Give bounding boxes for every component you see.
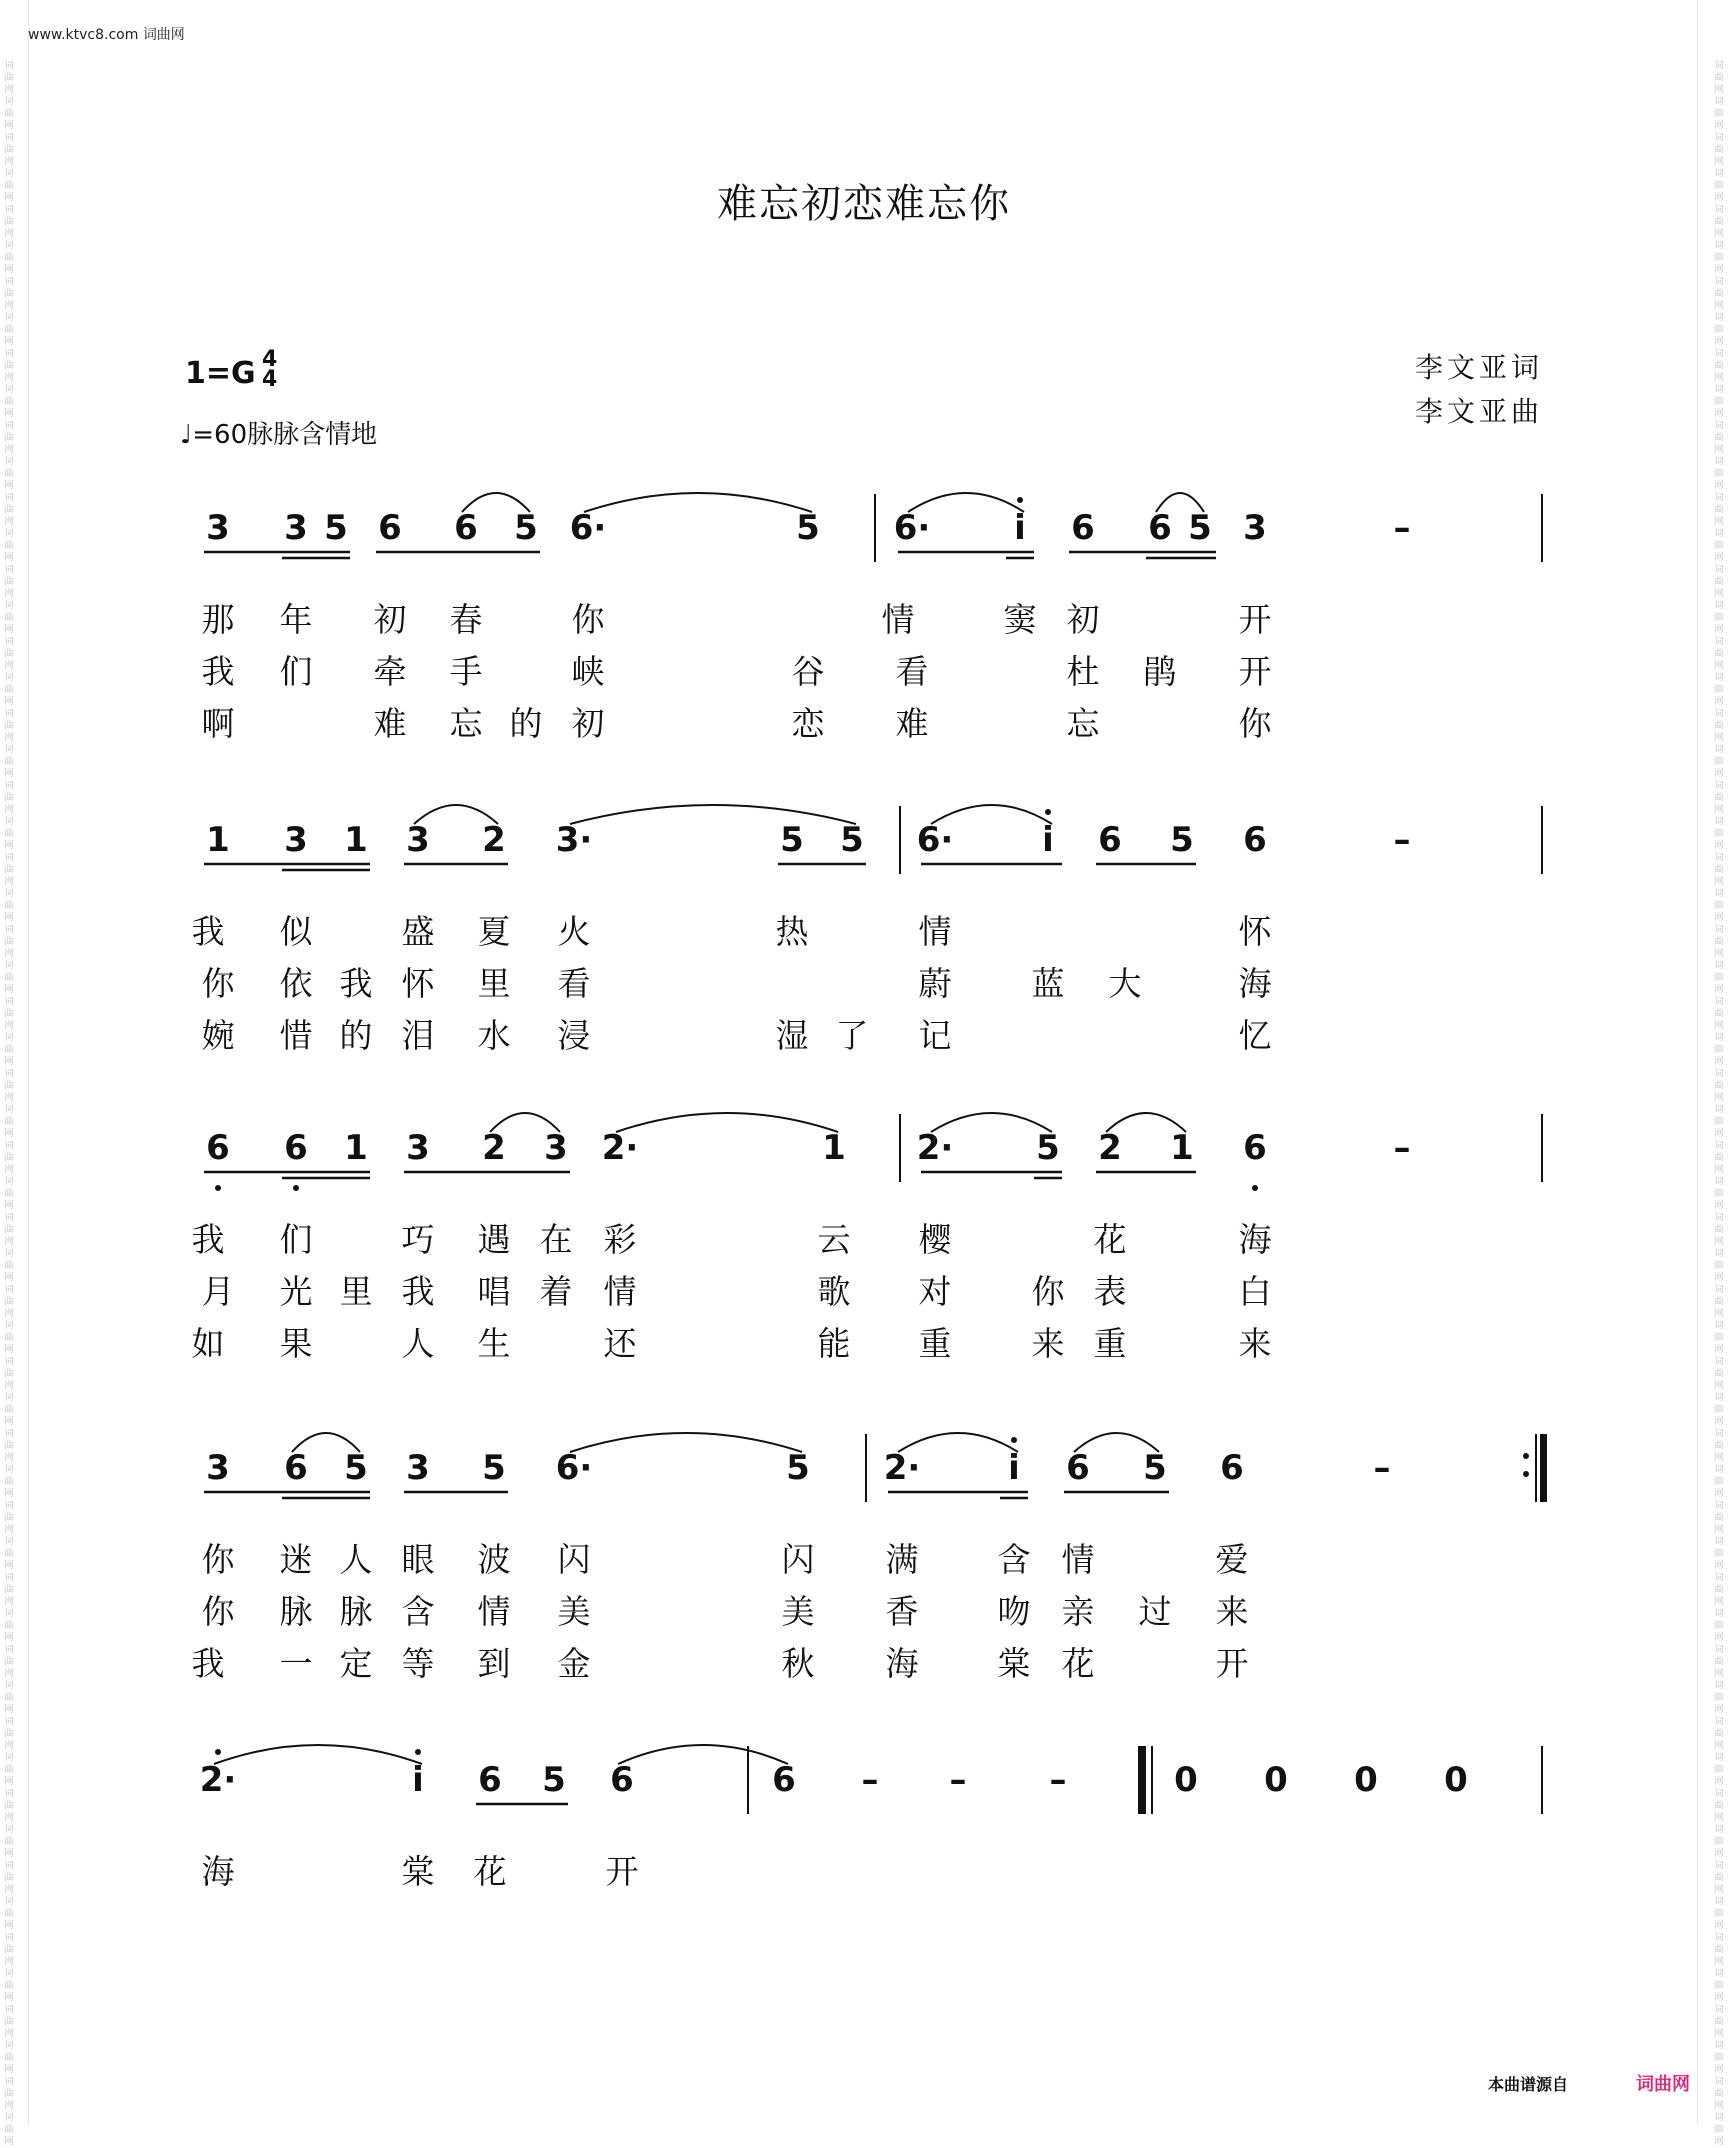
lyric-verse2-syllable: 来 xyxy=(1215,1592,1249,1631)
note-2-8: 5 xyxy=(840,820,864,860)
note-4-2: 6 xyxy=(284,1448,308,1488)
lyric-verse1-syllable: 含 xyxy=(997,1540,1031,1579)
watermark-strip-left: 词曲网词曲网词曲网词曲网词曲网词曲网词曲网词曲网词曲网词曲网词曲网词曲网词曲网词曲网词曲网词曲网词曲网词曲网词曲网词曲网词曲网词曲网词曲网词曲网词曲网词曲网词曲网词曲网词曲网词曲网词曲网词曲网词曲网词曲网词曲网词曲网词曲网词曲网词曲网词曲网词曲网词曲网词曲网词曲网词曲网词曲网词曲网词曲网词曲网词曲网词曲网词曲网词曲网词曲网词曲网词曲网词曲网词曲网 xyxy=(4,61,14,2147)
note-4-12: 6 xyxy=(1220,1448,1244,1488)
note-2-2: 3 xyxy=(284,820,308,860)
lyric-verse3-syllable: 秋 xyxy=(781,1644,815,1683)
note-1-9: 6· xyxy=(893,508,931,548)
note-1-2: 3 xyxy=(284,508,308,548)
lyric-verse2-syllable: 歌 xyxy=(817,1272,851,1311)
lyric-verse2-syllable: 你 xyxy=(201,1592,235,1631)
note-4-3: 5 xyxy=(344,1448,368,1488)
lyric-verse1-syllable: 在 xyxy=(539,1220,573,1259)
note-4-11: 5 xyxy=(1143,1448,1167,1488)
lyric-verse2-syllable: 你 xyxy=(1031,1272,1065,1311)
note-3-10: 5 xyxy=(1036,1128,1060,1168)
note-3-1: 6 xyxy=(206,1128,230,1168)
lyric-verse3-syllable: 海 xyxy=(885,1644,919,1683)
note-5-1: 2· xyxy=(199,1760,237,1800)
lyric-verse2-syllable: 过 xyxy=(1138,1592,1172,1631)
lyric-verse3-syllable: 我 xyxy=(191,1644,225,1683)
lyric-verse1-syllable: 盛 xyxy=(401,912,435,951)
octave-dot-low xyxy=(293,1185,299,1191)
lyric-verse1-syllable: 闪 xyxy=(781,1540,815,1579)
lyric-verse3-syllable: 浸 xyxy=(557,1016,591,1055)
lyric-verse1-syllable: 窦 xyxy=(1003,600,1037,639)
lyric-verse1-syllable: 情 xyxy=(1061,1540,1095,1579)
note-2-14: – xyxy=(1393,820,1411,860)
note-2-11: 6 xyxy=(1098,820,1122,860)
lyric-verse2-syllable: 美 xyxy=(557,1592,591,1631)
lyric-verse1-syllable: 怀 xyxy=(1238,912,1272,951)
lyric-verse2-syllable: 光 xyxy=(279,1272,313,1311)
note-3-7: 2· xyxy=(601,1128,639,1168)
lyric-verse1-syllable: 海 xyxy=(201,1852,235,1891)
lyric-verse3-syllable: 生 xyxy=(477,1324,511,1363)
lyric-verse2-syllable: 看 xyxy=(895,652,929,691)
note-1-3: 5 xyxy=(324,508,348,548)
note-5-3: 6 xyxy=(478,1760,502,1800)
time-signature-bottom: 4 xyxy=(262,367,278,392)
lyric-verse2-syllable: 怀 xyxy=(401,964,435,1003)
lyric-verse3-syllable: 婉 xyxy=(201,1016,235,1055)
lyric-verse1-syllable: 那 xyxy=(201,600,235,639)
lyric-verse1-syllable: 海 xyxy=(1238,1220,1272,1259)
lyric-verse2-syllable: 你 xyxy=(201,964,235,1003)
lyricist-credit: 李文亚词 xyxy=(1414,351,1543,384)
tempo-marking xyxy=(180,414,377,451)
lyric-verse2-syllable: 海 xyxy=(1238,964,1272,1003)
note-3-5: 2 xyxy=(482,1128,506,1168)
note-5-5: 6 xyxy=(610,1760,634,1800)
lyric-verse1-syllable: 爱 xyxy=(1215,1540,1249,1579)
note-5-12: 0 xyxy=(1354,1760,1378,1800)
note-3-12: 1 xyxy=(1170,1128,1194,1168)
note-4-9: i xyxy=(1008,1448,1020,1488)
note-3-8: 1 xyxy=(822,1128,846,1168)
system-marks xyxy=(0,1120,1728,1350)
note-2-12: 5 xyxy=(1170,820,1194,860)
octave-dot-high xyxy=(1011,1437,1017,1443)
note-1-5: 6 xyxy=(454,508,478,548)
site-name[interactable]: 词曲网 xyxy=(142,27,185,43)
lyric-verse3-syllable: 恋 xyxy=(791,704,825,743)
octave-dot-high xyxy=(1017,497,1023,503)
key-signature: 1=G xyxy=(185,356,256,391)
quarter-note-icon: ♩ xyxy=(180,420,193,450)
octave-dot-high xyxy=(415,1749,421,1755)
song-title: 难忘初恋难忘你 xyxy=(717,181,1011,227)
lyric-verse2-syllable: 月 xyxy=(201,1272,235,1311)
note-1-14: 3 xyxy=(1243,508,1267,548)
repeat-dot xyxy=(1523,1453,1529,1459)
note-2-5: 2 xyxy=(482,820,506,860)
note-4-10: 6 xyxy=(1066,1448,1090,1488)
note-3-3: 1 xyxy=(344,1128,368,1168)
site-url[interactable]: www.ktvc8.com xyxy=(28,27,139,43)
repeat-dot xyxy=(1523,1471,1529,1477)
octave-dot-high xyxy=(215,1749,221,1755)
lyric-verse1-syllable: 彩 xyxy=(603,1220,637,1259)
lyric-verse2-syllable: 我 xyxy=(339,964,373,1003)
lyric-verse2-syllable: 看 xyxy=(557,964,591,1003)
lyric-verse3-syllable: 的 xyxy=(339,1016,373,1055)
lyric-verse3-syllable: 定 xyxy=(339,1644,373,1683)
lyric-verse2-syllable: 蔚 xyxy=(918,964,952,1003)
note-5-13: 0 xyxy=(1444,1760,1468,1800)
lyric-verse1-syllable: 人 xyxy=(339,1540,373,1579)
lyric-verse3-syllable: 棠 xyxy=(997,1644,1031,1683)
watermark-strip-right: 词曲网词曲网词曲网词曲网词曲网词曲网词曲网词曲网词曲网词曲网词曲网词曲网词曲网词曲网词曲网词曲网词曲网词曲网词曲网词曲网词曲网词曲网词曲网词曲网词曲网词曲网词曲网词曲网词曲网词曲网词曲网词曲网词曲网词曲网词曲网词曲网词曲网词曲网词曲网词曲网词曲网词曲网词曲网词曲网词曲网词曲网词曲网词曲网词曲网词曲网词曲网词曲网词曲网词曲网词曲网词曲网词曲网词曲网 xyxy=(1714,61,1724,2147)
lyric-verse2-syllable: 峡 xyxy=(571,652,605,691)
note-2-13: 6 xyxy=(1243,820,1267,860)
composer-credit: 李文亚曲 xyxy=(1414,395,1543,428)
lyric-verse1-syllable: 们 xyxy=(279,1220,313,1259)
lyric-verse3-syllable: 人 xyxy=(401,1324,435,1363)
lyric-verse2-syllable: 唱 xyxy=(477,1272,511,1311)
note-1-6: 5 xyxy=(514,508,538,548)
lyric-verse3-syllable: 来 xyxy=(1031,1324,1065,1363)
lyric-verse3-syllable: 重 xyxy=(1093,1324,1127,1363)
lyric-verse1-syllable: 棠 xyxy=(401,1852,435,1891)
note-1-10: i xyxy=(1014,508,1026,548)
lyric-verse2-syllable: 依 xyxy=(279,964,313,1003)
footer-source: 本曲谱源自 xyxy=(1488,2075,1569,2094)
note-4-1: 3 xyxy=(206,1448,230,1488)
lyric-verse2-syllable: 开 xyxy=(1238,652,1272,691)
note-1-13: 5 xyxy=(1188,508,1212,548)
lyric-verse1-syllable: 满 xyxy=(885,1540,919,1579)
lyric-verse3-syllable: 能 xyxy=(817,1324,851,1363)
lyric-verse2-syllable: 蓝 xyxy=(1031,964,1065,1003)
lyric-verse1-syllable: 初 xyxy=(1066,600,1100,639)
lyric-verse3-syllable: 惜 xyxy=(279,1016,313,1055)
lyric-verse3-syllable: 泪 xyxy=(401,1016,435,1055)
lyric-verse2-syllable: 亲 xyxy=(1061,1592,1095,1631)
footer-brand-link[interactable]: 词曲网 xyxy=(1636,2074,1690,2095)
note-1-4: 6 xyxy=(378,508,402,548)
lyric-verse3-syllable: 难 xyxy=(373,704,407,743)
note-2-9: 6· xyxy=(916,820,954,860)
lyric-verse1-syllable: 你 xyxy=(201,1540,235,1579)
lyric-verse1-syllable: 花 xyxy=(1093,1220,1127,1259)
lyric-verse1-syllable: 迷 xyxy=(279,1540,313,1579)
lyric-verse1-syllable: 似 xyxy=(279,912,313,951)
lyric-verse1-syllable: 我 xyxy=(191,912,225,951)
lyric-verse2-syllable: 牵 xyxy=(373,652,407,691)
system-marks xyxy=(0,1440,1728,1670)
bar-line-thick xyxy=(1138,1746,1146,1814)
note-3-11: 2 xyxy=(1098,1128,1122,1168)
lyric-verse2-syllable: 谷 xyxy=(791,652,825,691)
lyric-verse2-syllable: 着 xyxy=(539,1272,573,1311)
note-5-9: – xyxy=(1049,1760,1067,1800)
note-5-6: 6 xyxy=(772,1760,796,1800)
note-4-6: 6· xyxy=(555,1448,593,1488)
time-signature xyxy=(262,347,278,392)
note-2-1: 1 xyxy=(206,820,230,860)
note-1-11: 6 xyxy=(1071,508,1095,548)
lyric-verse1-syllable: 开 xyxy=(605,1852,639,1891)
note-1-12: 6 xyxy=(1148,508,1172,548)
lyric-verse1-syllable: 情 xyxy=(881,600,915,639)
note-1-15: – xyxy=(1393,508,1411,548)
lyric-verse3-syllable: 等 xyxy=(401,1644,435,1683)
note-2-4: 3 xyxy=(406,820,430,860)
note-3-13: 6 xyxy=(1243,1128,1267,1168)
note-2-3: 1 xyxy=(344,820,368,860)
lyric-verse3-syllable: 水 xyxy=(477,1016,511,1055)
lyric-verse3-syllable: 的 xyxy=(509,704,543,743)
note-2-6: 3· xyxy=(555,820,593,860)
octave-dot-high xyxy=(1045,809,1051,815)
lyric-verse1-syllable: 眼 xyxy=(401,1540,435,1579)
lyric-verse3-syllable: 难 xyxy=(895,704,929,743)
lyric-verse3-syllable: 你 xyxy=(1238,704,1272,743)
note-1-8: 5 xyxy=(796,508,820,548)
lyric-verse2-syllable: 含 xyxy=(401,1592,435,1631)
note-5-10: 0 xyxy=(1174,1760,1198,1800)
note-3-9: 2· xyxy=(916,1128,954,1168)
tempo-text: =60脉脉含情地 xyxy=(192,420,378,450)
lyric-verse2-syllable: 对 xyxy=(918,1272,952,1311)
note-4-4: 3 xyxy=(406,1448,430,1488)
lyric-verse3-syllable: 来 xyxy=(1238,1324,1272,1363)
lyric-verse2-syllable: 我 xyxy=(201,652,235,691)
lyric-verse2-syllable: 们 xyxy=(279,652,313,691)
lyric-verse1-syllable: 你 xyxy=(571,600,605,639)
lyric-verse2-syllable: 里 xyxy=(339,1272,373,1311)
note-1-7: 6· xyxy=(569,508,607,548)
octave-dot-low xyxy=(215,1185,221,1191)
note-5-4: 5 xyxy=(542,1760,566,1800)
system-marks xyxy=(0,500,1728,730)
lyric-verse1-syllable: 巧 xyxy=(401,1220,435,1259)
lyric-verse2-syllable: 表 xyxy=(1093,1272,1127,1311)
note-4-8: 2· xyxy=(883,1448,921,1488)
note-3-14: – xyxy=(1393,1128,1411,1168)
lyric-verse3-syllable: 一 xyxy=(279,1644,313,1683)
time-signature-top: 4 xyxy=(262,347,278,372)
lyric-verse3-syllable: 果 xyxy=(279,1324,313,1363)
lyric-verse3-syllable: 花 xyxy=(1061,1644,1095,1683)
lyric-verse3-syllable: 到 xyxy=(477,1644,511,1683)
lyric-verse1-syllable: 初 xyxy=(373,600,407,639)
lyric-verse2-syllable: 我 xyxy=(401,1272,435,1311)
lyric-verse1-syllable: 遇 xyxy=(477,1220,511,1259)
lyric-verse3-syllable: 金 xyxy=(557,1644,591,1683)
octave-dot-low xyxy=(1252,1185,1258,1191)
lyric-verse2-syllable: 大 xyxy=(1108,964,1142,1003)
lyric-verse3-syllable: 忘 xyxy=(449,704,483,743)
note-5-11: 0 xyxy=(1264,1760,1288,1800)
note-2-10: i xyxy=(1042,820,1054,860)
lyric-verse2-syllable: 手 xyxy=(449,652,483,691)
lyric-verse3-syllable: 湿 xyxy=(775,1016,809,1055)
lyric-verse2-syllable: 香 xyxy=(885,1592,919,1631)
lyric-verse1-syllable: 我 xyxy=(191,1220,225,1259)
lyric-verse1-syllable: 年 xyxy=(279,600,313,639)
lyric-verse2-syllable: 白 xyxy=(1238,1272,1272,1311)
bar-line-thick xyxy=(1540,1434,1547,1502)
lyric-verse3-syllable: 啊 xyxy=(201,704,235,743)
lyric-verse3-syllable: 记 xyxy=(918,1016,952,1055)
note-3-4: 3 xyxy=(406,1128,430,1168)
lyric-verse2-syllable: 脉 xyxy=(279,1592,313,1631)
lyric-verse1-syllable: 闪 xyxy=(557,1540,591,1579)
note-5-7: – xyxy=(861,1760,879,1800)
lyric-verse2-syllable: 脉 xyxy=(339,1592,373,1631)
lyric-verse3-syllable: 了 xyxy=(835,1016,869,1055)
note-5-8: – xyxy=(949,1760,967,1800)
note-3-2: 6 xyxy=(284,1128,308,1168)
lyric-verse3-syllable: 开 xyxy=(1215,1644,1249,1683)
lyric-verse2-syllable: 鹃 xyxy=(1143,652,1177,691)
lyric-verse3-syllable: 初 xyxy=(571,704,605,743)
lyric-verse1-syllable: 夏 xyxy=(477,912,511,951)
lyric-verse1-syllable: 波 xyxy=(477,1540,511,1579)
lyric-verse2-syllable: 情 xyxy=(477,1592,511,1631)
note-4-5: 5 xyxy=(482,1448,506,1488)
lyric-verse3-syllable: 还 xyxy=(603,1324,637,1363)
lyric-verse3-syllable: 如 xyxy=(191,1324,225,1363)
lyric-verse2-syllable: 情 xyxy=(603,1272,637,1311)
lyric-verse2-syllable: 吻 xyxy=(997,1592,1031,1631)
lyric-verse1-syllable: 樱 xyxy=(918,1220,952,1259)
note-4-7: 5 xyxy=(786,1448,810,1488)
lyric-verse3-syllable: 忆 xyxy=(1238,1016,1272,1055)
lyric-verse3-syllable: 忘 xyxy=(1066,704,1100,743)
lyric-verse1-syllable: 春 xyxy=(449,600,483,639)
note-2-7: 5 xyxy=(780,820,804,860)
lyric-verse3-syllable: 重 xyxy=(918,1324,952,1363)
lyric-verse1-syllable: 情 xyxy=(918,912,952,951)
note-1-1: 3 xyxy=(206,508,230,548)
lyric-verse1-syllable: 热 xyxy=(775,912,809,951)
lyric-verse2-syllable: 美 xyxy=(781,1592,815,1631)
lyric-verse1-syllable: 花 xyxy=(473,1852,507,1891)
lyric-verse2-syllable: 里 xyxy=(477,964,511,1003)
note-4-13: – xyxy=(1373,1448,1391,1488)
note-3-6: 3 xyxy=(544,1128,568,1168)
site-header[interactable] xyxy=(28,24,185,44)
note-5-2: i xyxy=(412,1760,424,1800)
lyric-verse1-syllable: 开 xyxy=(1238,600,1272,639)
lyric-verse2-syllable: 杜 xyxy=(1066,652,1100,691)
lyric-verse1-syllable: 云 xyxy=(817,1220,851,1259)
lyric-verse1-syllable: 火 xyxy=(557,912,591,951)
